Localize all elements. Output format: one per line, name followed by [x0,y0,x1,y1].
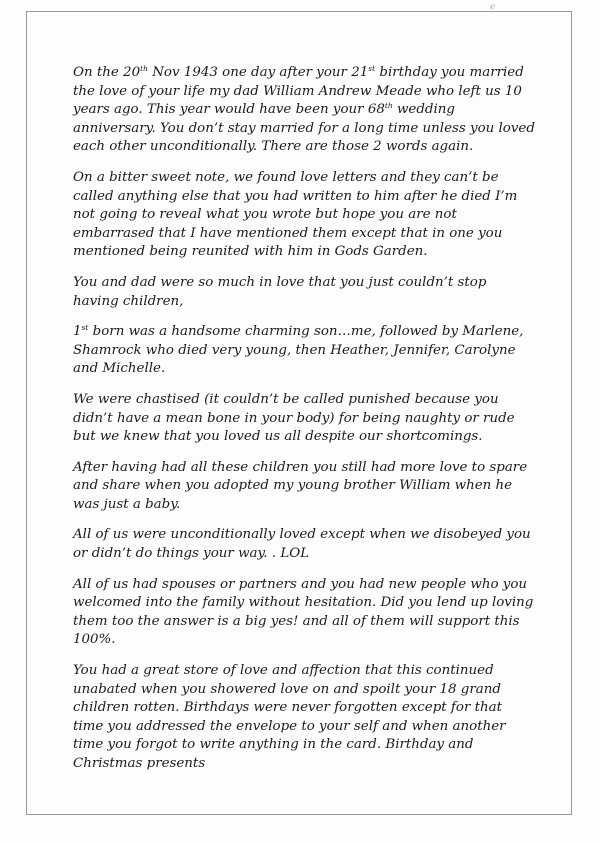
text-run: All of us were unconditionally loved except when we disobeyed you or didn’t do things your way. . LOL [73,527,531,562]
text-run: On a bitter sweet note, we found love letters and they can’t be called anything else that you had written to him after he died I’m not going to reveal what you wrote but hope you are not embarrased that I have mentioned them except that in one you mentioned being reunited with him in Gods Garden. [73,169,518,260]
text-run: You and dad were so much in love that you just couldn’t stop having children, [73,274,487,309]
corner-mark: ℯ [490,2,496,12]
paragraph-unconditional [73,526,535,563]
text-run: 1 [73,324,82,340]
text-run: After having had all these children you still had more love to spare and share when you adopted my young brother William when he was just a baby. [73,459,528,512]
text-run: You had a great store of love and affection that this continued unabated when you showered love on and spoilt your 18 grand children rotten. Birthdays were never forgotten except for that time you addressed the envelope to your self and when another time you forgot to write anything in the card. Birthday and Christmas presents [73,663,506,771]
text-run: On the 20 [73,65,141,80]
text-run: birthday you married the love of your life my dad William Andrew Meade who left us 10 years ago. This year would have been your 68 [73,65,524,118]
letter-body [73,64,535,786]
superscript: th [140,64,148,73]
superscript: st [368,64,376,73]
paragraph-siblings [73,323,535,379]
text-run: wedding anniversary. You don’t stay married for a long time unless you loved each other unconditionally. There are those 2 words again. [73,102,535,155]
text-run: We were chastised (it couldn’t be called punished because you didn’t have a mean bone in your body) for being naughty or rude but we knew that you loved us all despite our shortcomings. [73,391,515,445]
superscript: st [81,323,89,333]
paragraph-chastised [73,391,535,447]
paragraph-grandchildren [73,662,535,774]
superscript: th [384,101,393,111]
paragraph-love-letters [73,169,535,262]
paragraph-wedding [73,64,535,157]
text-run: born was a handsome charming son…me, followed by Marlene, Shamrock who died very young, then Heather, Jennifer, Carolyne and Michelle. [73,324,524,377]
paragraph-children [73,274,535,311]
paragraph-spouses [73,576,535,650]
text-run: Nov 1943 one day after your 21 [147,65,369,80]
text-run: All of us had spouses or partners and you had new people who you welcomed into the family without hesitation. Did you lend up loving them too the answer is a big yes! and all of them will support this 100%. [73,576,534,648]
paragraph-adoption [73,459,535,515]
